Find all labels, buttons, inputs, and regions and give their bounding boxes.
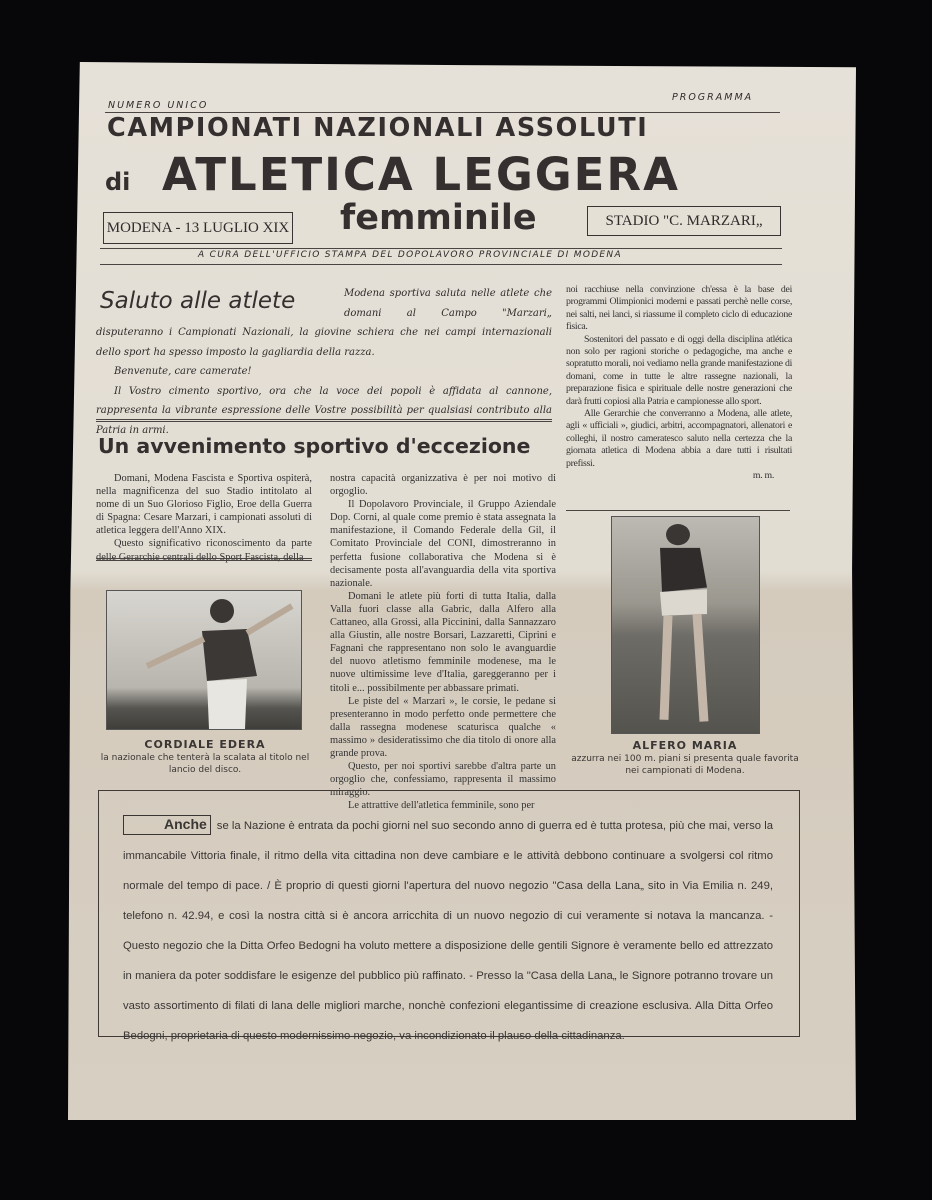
saluto-headline: Saluto alle atlete <box>100 288 296 314</box>
advert-lead-box <box>123 815 211 835</box>
numero-unico-label: NUMERO UNICO <box>108 100 209 111</box>
photo-name: ALFERO MARIA <box>632 739 738 752</box>
article-paragraph: nostra capacità organizzativa è per noi motivo di orgoglio. <box>330 473 556 498</box>
article-paragraph: Domani le atlete più forti di tutta Italia, dalla Valla fuori classe alla Gabric, dalla Alfero alla Cattaneo, alla Grossi, alla Piccinini, dalla Sannazzaro alla Giustin, alle nostre Borsari, Lazzaretti, Ciprini e Fagnani che rappresentano non solo le avanguardie del nuovo atletismo femminile modenese, ma le nuove ultimissime leve d'Italia, gareggeranno per i titoli e... possibilmente per abbassare primati. <box>330 590 556 694</box>
article-paragraph: Le attrattive dell'atletica femminile, sono per <box>348 800 535 812</box>
advert-body: se la Nazione è entrata da pochi giorni nel suo secondo anno di guerra ed è tutta protesa, più che mai, verso la immancabile Vittoria finale, il ritmo della vita cittadina non deve cambiare e le attività debbono continuare a svolgersi col ritmo normale del tempo di pace. / È proprio di questi giorni l'apertura del nuovo negozio "Casa della Lana„ sito in Via Emilia n. 249, telefono n. 42.94, e così la nostra città si è ancora arricchita di un nuovo negozio di cui veramente si notava la mancanza. - Questo negozio che la Ditta Orfeo Bedogni ha voluto mettere a disposizione delle gentili Signore è veramente bello ed attrezzato in maniera da poter soddisfare le esigenze del pubblico più raffinato. - Presso la "Casa della Lana„ le Signore potranno trovare un vasto assortimento di filati di lana delle migliori marche, nonchè confezioni elegantissime di creazione esclusiva. Alla Ditta Orfeo Bedogni, proprietaria di questo modernissimo negozio, va incondizionato il plauso della cittadinanza. <box>123 820 773 1042</box>
saluto-paragraph: Il Vostro cimento sportivo, ora che la voce dei popoli è affidata al cannone, rappresenta la vibrante espressione delle Vostre possibilità per qualsiasi contributo alla Patria in armi. <box>96 385 552 436</box>
credit-top-rule <box>100 248 782 249</box>
date-box: MODENA - 13 LUGLIO XIX <box>103 212 293 244</box>
photo-alfero-maria <box>611 516 760 734</box>
advertisement-text <box>123 811 773 1051</box>
advert-lead: Anche <box>164 816 207 832</box>
photo-cordiale-edera <box>106 590 302 730</box>
saluto-bottom-rule <box>96 419 552 422</box>
saluto-paragraph: Modena sportiva saluta nelle atlete che domani al Campo "Marzari„ disputeranno i Campionati Nazionali, la giovine schiera che nei campi internazionali dello sport ha spesso imposto la gagliardia della razza. <box>96 288 552 358</box>
athlete-silhouette-icon <box>107 591 301 729</box>
avvenimento-headline: Un avvenimento sportivo d'eccezione <box>98 434 531 458</box>
signature: m. m. <box>752 470 774 482</box>
advertisement-box <box>98 790 800 1042</box>
article-paragraph: Il Dopolavoro Provinciale, il Gruppo Aziendale Dop. Corni, al quale come premio è stata assegnata la manifestazione, il Comando Federale della Gil, il Comitato Provinciale del CONI, dimostreranno in perfetta fusione collaborativa che Modena si è decisamente posta all'avanguardia della vita sportiva nazionale. <box>330 499 556 589</box>
photo-caption: la nazionale che tenterà la scalata al titolo nel lancio del disco. <box>100 753 310 775</box>
article-paragraph: Domani, Modena Fascista e Sportiva ospiterà, nella magnificenza del suo Stadio intitolato al nome di un Suo Glorioso Figlio, Eroe della Guerra di Spagna: Cesare Marzari, i campionati assoluti di atletica leggera dell'Anno XIX. <box>96 473 312 537</box>
title-di: di <box>105 168 131 196</box>
right-column-paragraph: Sostenitori del passato e di oggi della disciplina atlética non solo per ragioni storiche o pedagogiche, ma anche e sopratutto morali, noi vediamo nella grande manifestazione di domani, come in tutte le altre rassegne nazionali, la preparazione fisica e spirituale delle nostre generazioni che darà frutti copiosi alla Patria e campionesse allo sport. <box>566 333 792 407</box>
stadium-box: STADIO "C. MARZARI„ <box>587 206 781 236</box>
title-line-3: femminile <box>340 198 537 238</box>
right-column-rule <box>566 510 790 511</box>
article-paragraph: Questo significativo riconoscimento da parte delle Gerarchie centrali dello Sport Fascista, della <box>96 538 312 563</box>
athlete-silhouette-icon <box>612 517 759 733</box>
avvenimento-col1 <box>96 472 312 564</box>
article-paragraph: Questo, per noi sportivi sarebbe d'altra parte un orgoglio che, confessiamo, rappresenta il massimo miraggio. <box>330 761 556 799</box>
caption-cordiale-edera <box>100 739 310 776</box>
saluto-paragraph: Benvenute, care camerate! <box>114 366 252 377</box>
avvenimento-col2 <box>330 472 556 812</box>
photo-caption: azzurra nei 100 m. piani si presenta quale favorita nei campionati di Modena. <box>571 754 799 776</box>
caption-alfero-maria <box>565 740 805 777</box>
article-paragraph: Le piste del « Marzari », le corsie, le pedane si presenteranno in modo perfetto onde permettere che dalla rassegna modenese scaturisca qualche « massimo » desideratissimo che dia titolo di onore alla grande prova. <box>330 695 556 759</box>
credit-line: A CURA DELL'UFFICIO STAMPA DEL DOPOLAVORO PROVINCIALE DI MODENA <box>198 250 622 260</box>
credit-bottom-rule <box>100 264 782 265</box>
programma-label: PROGRAMMA <box>672 92 754 103</box>
col1-bottom-rule <box>96 558 312 561</box>
right-column <box>566 284 792 483</box>
title-line-2: ATLETICA LEGGERA <box>162 148 680 201</box>
saluto-text <box>96 284 552 440</box>
photo-name: CORDIALE EDERA <box>144 738 266 751</box>
title-line-1: CAMPIONATI NAZIONALI ASSOLUTI <box>107 113 649 143</box>
right-column-paragraph: noi racchiuse nella convinzione ch'essa è la base dei programmi Olimpionici moderni e passati perchè nelle corse, nei salti, nei lanci, si riassume il completo ciclo di educazione fisica. <box>566 284 792 333</box>
right-column-paragraph: Alle Gerarchie che converranno a Modena, alle atlete, agli « ufficiali », giudici, arbitri, accompagnatori, allenatori e colleghi, il nostro cameratesco saluto nella certezza che la giornata atletica di Modena abbia a dare tutti i risultati prefissi. <box>566 408 792 469</box>
